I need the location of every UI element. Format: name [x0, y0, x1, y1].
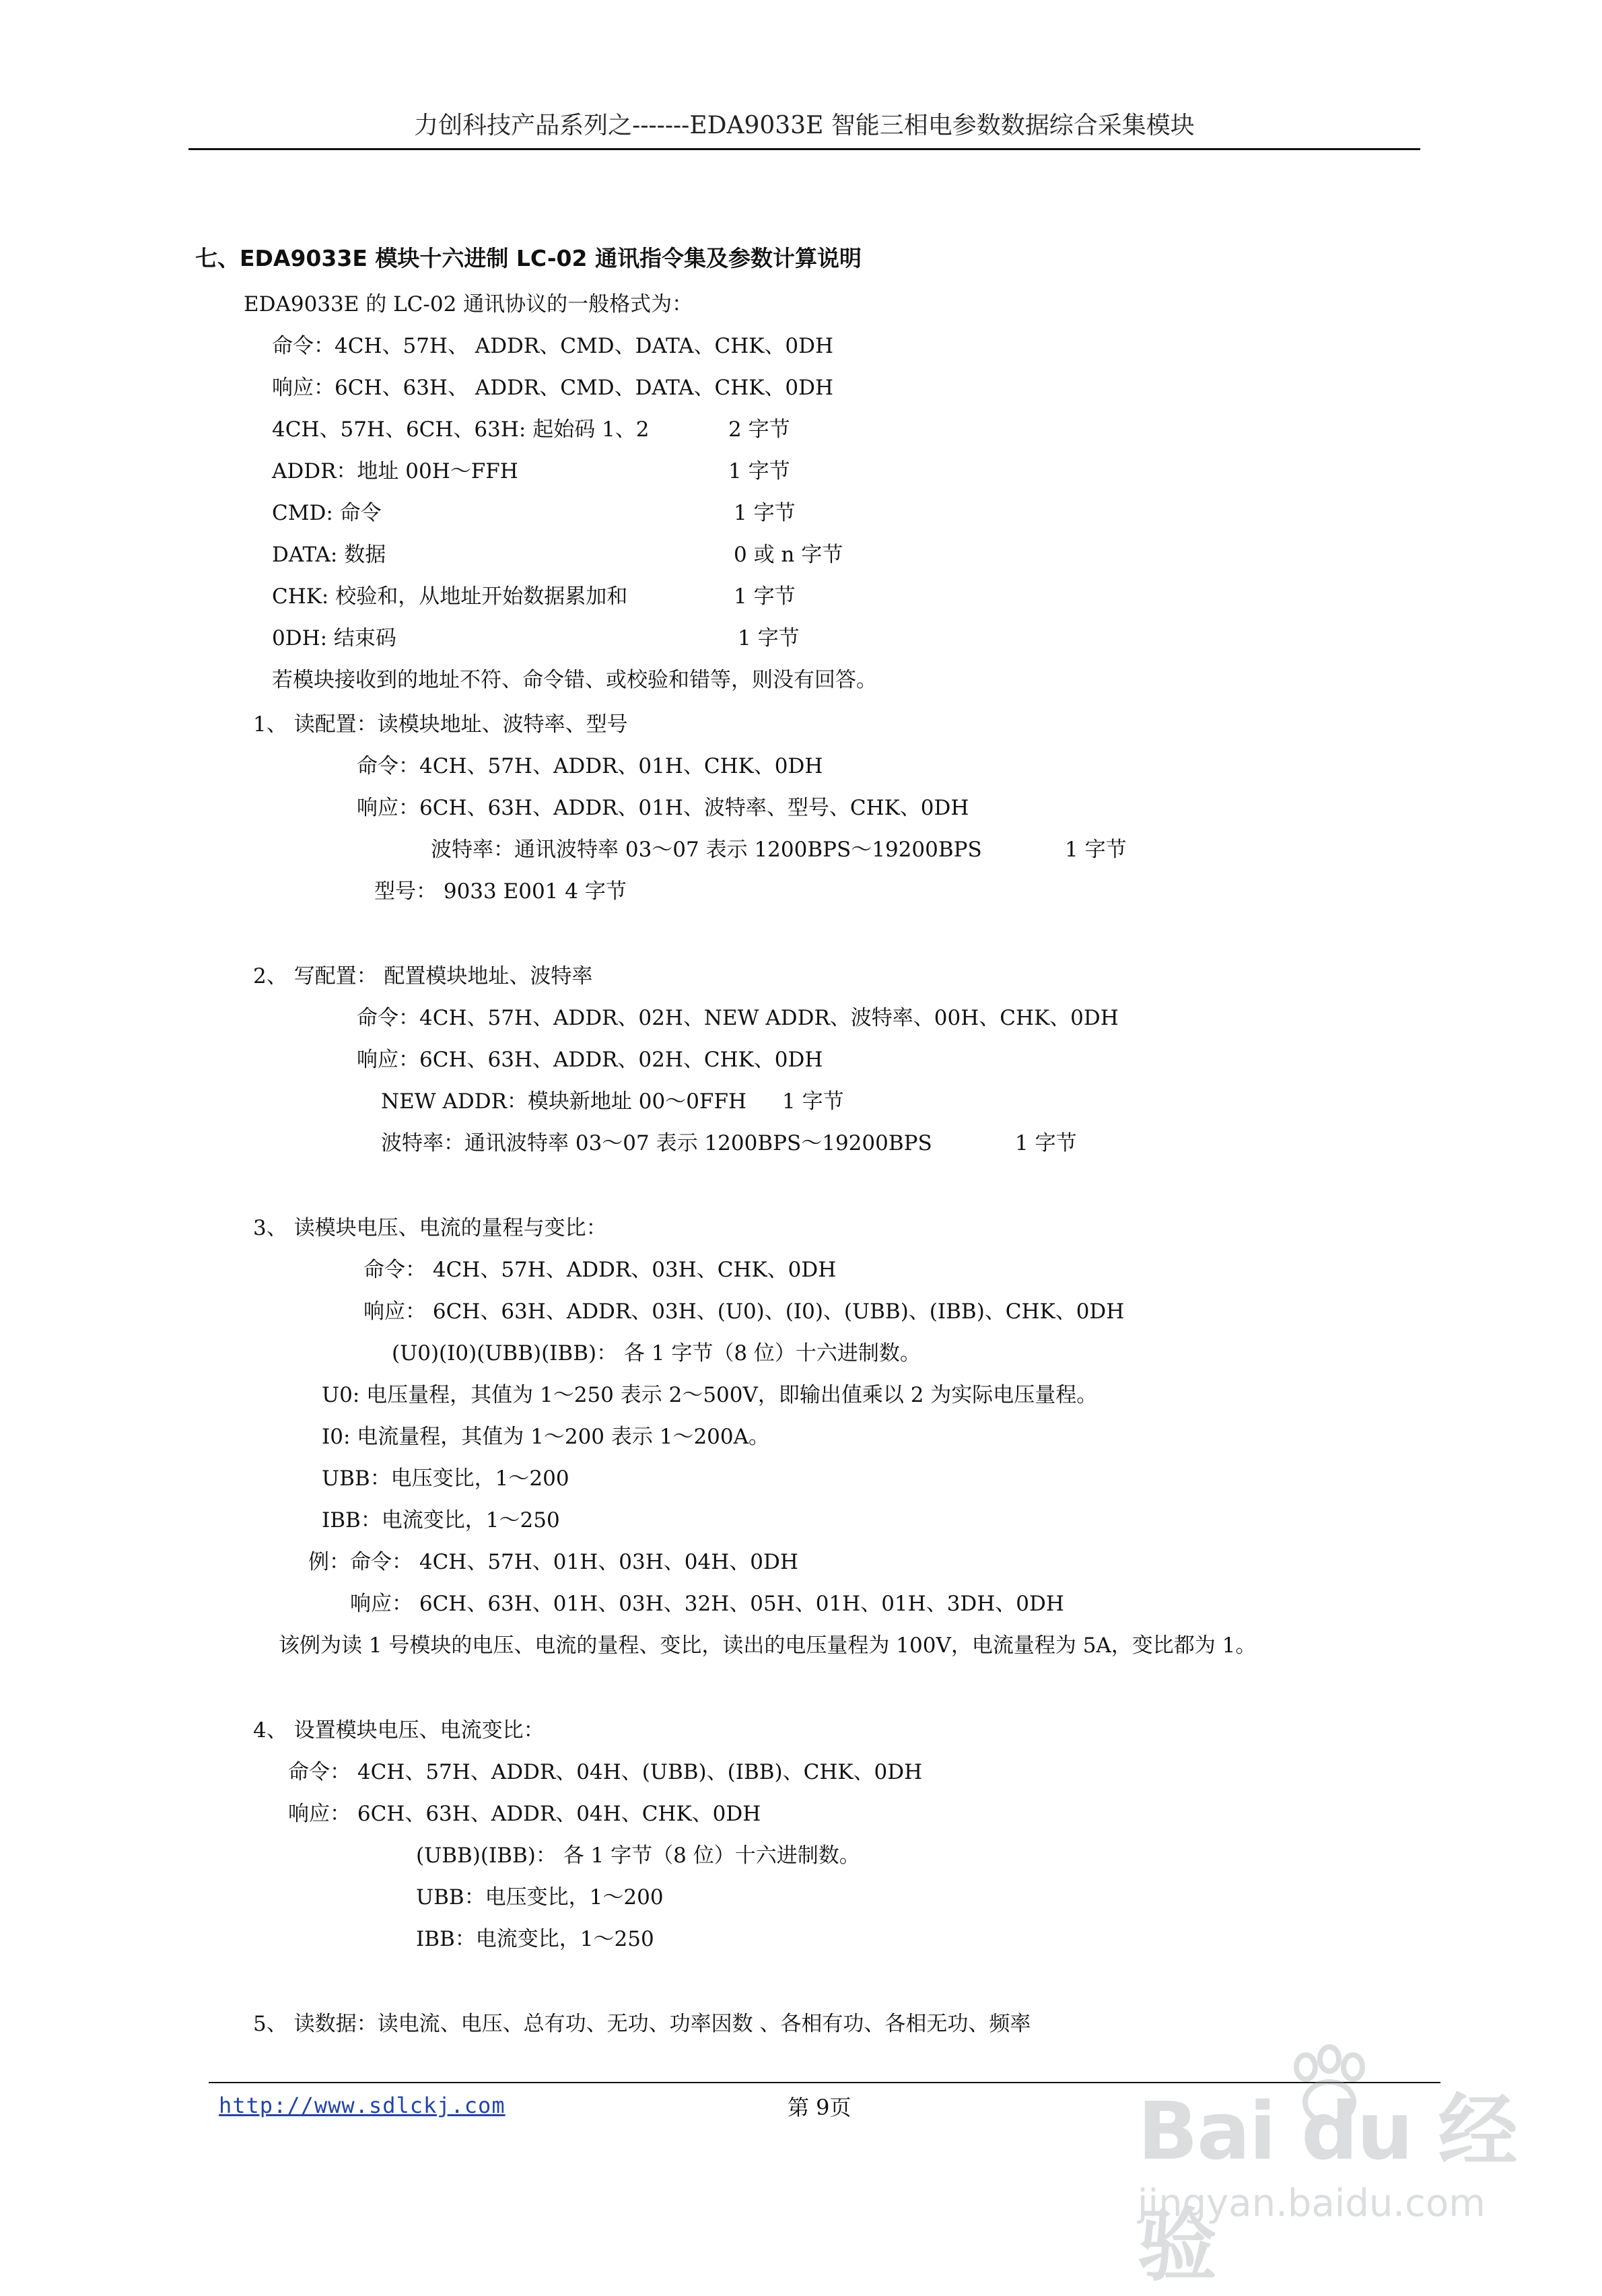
footer-divider [209, 2082, 1440, 2083]
header-divider [188, 148, 1420, 150]
write-config-baud-size: 1 字节 [1015, 1131, 1077, 1155]
website-link[interactable]: http://www.sdlckj.com [219, 2093, 506, 2118]
example-command: 例：命令： 4CH、57H、01H、03H、04H、0DH [308, 1550, 798, 1574]
protocol-note: 若模块接收到的地址不符、命令错、或校验和错等，则没有回答。 [272, 668, 877, 692]
read-range-heading: 3、 读模块电压、电流的量程与变比： [253, 1216, 607, 1240]
field-chk-size: 1 字节 [734, 584, 796, 609]
set-ratio-ubb: UBB：电压变比，1～200 [416, 1885, 664, 1910]
u0-description: U0: 电压量程，其值为 1～250 表示 2～500V，即输出值乘以 2 为实际电压量程。 [322, 1383, 1098, 1407]
field-data: DATA: 数据 [272, 543, 386, 567]
field-addr: ADDR：地址 00H～FFH [272, 459, 518, 483]
ubb-description: UBB：电压变比，1～200 [322, 1466, 569, 1491]
field-addr-size: 1 字节 [728, 459, 790, 483]
read-config-response: 响应：6CH、63H、ADDR、01H、波特率、型号、CHK、0DH [357, 796, 969, 820]
baidu-watermark [1138, 2040, 1528, 2292]
example-response: 响应： 6CH、63H、01H、03H、32H、05H、01H、01H、3DH、0DH [350, 1592, 1064, 1616]
ibb-description: IBB：电流变比，1～250 [322, 1508, 560, 1532]
protocol-intro: EDA9033E 的 LC-02 通讯协议的一般格式为： [244, 292, 693, 316]
field-start-code: 4CH、57H、6CH、63H: 起始码 1、2 [272, 417, 650, 442]
read-config-heading: 1、 读配置：读模块地址、波特率、型号 [253, 712, 628, 737]
general-command: 命令：4CH、57H、 ADDR、CMD、DATA、CHK、0DH [272, 334, 834, 358]
set-ratio-heading: 4、 设置模块电压、电流变比： [253, 1718, 545, 1743]
read-config-baud: 波特率：通讯波特率 03～07 表示 1200BPS～19200BPS [431, 838, 982, 862]
paw-icon [1282, 2040, 1377, 2134]
set-ratio-command: 命令： 4CH、57H、ADDR、04H、(UBB)、(IBB)、CHK、0DH [288, 1760, 923, 1784]
read-range-response: 响应： 6CH、63H、ADDR、03H、(U0)、(I0)、(UBB)、(IBB)、CHK、0DH [363, 1299, 1125, 1324]
field-end-size: 1 字节 [738, 626, 800, 650]
set-ratio-ibb: IBB：电流变比，1～250 [416, 1927, 654, 1951]
watermark-brand: Bai du 经验 [1138, 2085, 1517, 2292]
page-number: 第 9页 [788, 2095, 851, 2120]
example-note: 该例为读 1 号模块的电压、电流的量程、变比，读出的电压量程为 100V，电流量程为 5A，变比都为 1。 [279, 1633, 1257, 1658]
field-start-code-size: 2 字节 [728, 417, 790, 442]
write-config-baud: 波特率：通讯波特率 03～07 表示 1200BPS～19200BPS [381, 1131, 932, 1155]
watermark-url: jingyan.baidu.com [1138, 2182, 1486, 2225]
write-config-newaddr-size: 1 字节 [782, 1089, 844, 1114]
read-config-model: 型号： 9033 E001 4 字节 [374, 879, 627, 904]
write-config-newaddr: NEW ADDR：模块新地址 00～0FFH [381, 1089, 746, 1114]
write-config-response: 响应：6CH、63H、ADDR、02H、CHK、0DH [357, 1048, 823, 1072]
field-data-size: 0 或 n 字节 [734, 543, 843, 567]
set-ratio-params: (UBB)(IBB)： 各 1 字节（8 位）十六进制数。 [416, 1844, 860, 1868]
set-ratio-response: 响应： 6CH、63H、ADDR、04H、CHK、0DH [288, 1802, 761, 1826]
section-title: 七、EDA9033E 模块十六进制 LC-02 通讯指令集及参数计算说明 [195, 245, 862, 271]
write-config-heading: 2、 写配置： 配置模块地址、波特率 [253, 964, 593, 988]
read-config-command: 命令：4CH、57H、ADDR、01H、CHK、0DH [357, 754, 823, 778]
read-range-command: 命令： 4CH、57H、ADDR、03H、CHK、0DH [363, 1258, 837, 1282]
write-config-command: 命令：4CH、57H、ADDR、02H、NEW ADDR、波特率、00H、CHK、0DH [357, 1006, 1119, 1030]
field-chk: CHK: 校验和，从地址开始数据累加和 [272, 584, 628, 609]
page-header: 力创科技产品系列之-------EDA9033E 智能三相电参数数据综合采集模块 [414, 112, 1195, 139]
read-config-baud-size: 1 字节 [1065, 838, 1127, 862]
field-cmd: CMD: 命令 [272, 501, 382, 525]
read-range-params: (U0)(I0)(UBB)(IBB)： 各 1 字节（8 位）十六进制数。 [392, 1341, 921, 1365]
i0-description: I0: 电流量程，其值为 1～200 表示 1～200A。 [322, 1425, 769, 1449]
field-cmd-size: 1 字节 [734, 501, 796, 525]
read-data-heading: 5、 读数据：读电流、电压、总有功、无功、功率因数 、各相有功、各相无功、频率 [253, 2012, 1031, 2036]
field-end: 0DH: 结束码 [272, 626, 396, 650]
general-response: 响应：6CH、63H、 ADDR、CMD、DATA、CHK、0DH [272, 376, 834, 400]
